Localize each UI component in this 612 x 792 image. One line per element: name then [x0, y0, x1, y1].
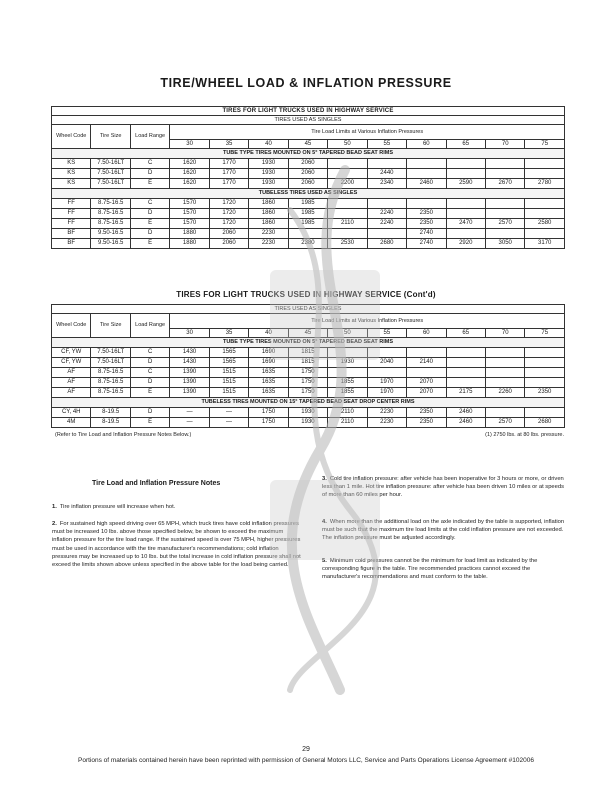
load-cell — [407, 159, 446, 169]
wheel-code-cell: FF — [52, 209, 91, 219]
load-cell: 1720 — [209, 219, 248, 229]
load-cell — [446, 358, 485, 368]
load-range-cell: E — [130, 219, 169, 229]
load-cell — [328, 209, 367, 219]
col-tire-size: Tire Size — [91, 314, 130, 338]
load-cell: 1620 — [170, 169, 209, 179]
load-cell — [407, 169, 446, 179]
load-range-cell: C — [130, 368, 169, 378]
load-cell — [485, 209, 524, 219]
load-cell — [485, 408, 524, 418]
load-cell — [367, 199, 406, 209]
load-cell: 1985 — [288, 199, 327, 209]
load-cell: 1570 — [170, 199, 209, 209]
tire-size-cell: 7.50-16LT — [91, 179, 130, 189]
psi-header: 60 — [407, 329, 446, 338]
table-row — [52, 179, 565, 189]
load-cell: 1750 — [288, 368, 327, 378]
load-cell: 2260 — [485, 388, 524, 398]
group-label: TUBELESS TIRES USED AS SINGLES — [52, 189, 565, 199]
load-cell: — — [170, 408, 209, 418]
col-tire-size: Tire Size — [91, 125, 130, 149]
table-row — [52, 378, 565, 388]
psi-header: 50 — [328, 329, 367, 338]
load-cell — [525, 348, 565, 358]
group-label: TUBE TYPE TIRES MOUNTED ON 5° TAPERED BEAD SEAT RIMS — [52, 338, 565, 348]
load-cell: 1970 — [367, 378, 406, 388]
psi-header: 30 — [170, 140, 209, 149]
load-cell: 2350 — [407, 219, 446, 229]
load-cell — [328, 368, 367, 378]
load-cell — [525, 358, 565, 368]
wheel-code-cell: BF — [52, 239, 91, 249]
load-cell: 1770 — [209, 159, 248, 169]
load-cell: 1860 — [249, 209, 288, 219]
load-cell: 1855 — [328, 378, 367, 388]
load-cell: 1515 — [209, 378, 248, 388]
load-cell: 1635 — [249, 368, 288, 378]
load-cell: 2060 — [288, 159, 327, 169]
load-cell: — — [170, 418, 209, 428]
table-row — [52, 199, 565, 209]
col-load-range: Load Range — [130, 314, 169, 338]
table-1-title: TIRES FOR LIGHT TRUCKS USED IN HIGHWAY SERVICE — [52, 107, 565, 116]
footnote-pressure: (1) 2750 lbs. at 80 lbs. pressure. — [485, 432, 564, 438]
load-cell: 2460 — [407, 179, 446, 189]
tire-size-cell: 8.75-16.5 — [91, 388, 130, 398]
load-cell — [485, 169, 524, 179]
load-cell: 2590 — [446, 179, 485, 189]
load-cell: 1570 — [170, 209, 209, 219]
load-cell: 2350 — [407, 209, 446, 219]
psi-header: 60 — [407, 140, 446, 149]
load-cell: 2200 — [328, 179, 367, 189]
load-cell: 1620 — [170, 179, 209, 189]
load-cell: 2230 — [367, 408, 406, 418]
group-label: TUBELESS TIRES MOUNTED ON 15° TAPERED BEAD SEAT DROP CENTER RIMS — [52, 398, 565, 408]
load-cell: 1770 — [209, 179, 248, 189]
load-cell: 1620 — [170, 159, 209, 169]
load-cell — [328, 199, 367, 209]
load-cell: 2580 — [525, 219, 565, 229]
table-row — [52, 388, 565, 398]
load-cell — [525, 159, 565, 169]
load-cell: 2060 — [288, 169, 327, 179]
psi-header: 75 — [525, 329, 565, 338]
load-cell: 1930 — [249, 159, 288, 169]
load-cell: 1815 — [288, 358, 327, 368]
load-range-cell: D — [130, 169, 169, 179]
notes-title: Tire Load and Inflation Pressure Notes — [92, 480, 221, 487]
psi-header: 40 — [249, 329, 288, 338]
wheel-code-cell: AF — [52, 368, 91, 378]
load-cell: 2680 — [525, 418, 565, 428]
load-range-cell: D — [130, 229, 169, 239]
load-cell: 2440 — [367, 169, 406, 179]
load-cell: 1570 — [170, 219, 209, 229]
load-range-cell: D — [130, 408, 169, 418]
table-row — [52, 368, 565, 378]
note-item: 2. For sustained high speed driving over 65 MPH, which truck tires have cold inflation pressures must be increased 10 lbs. above those specified below, be shown to exceed the maximum inflation pressure for the tire load range. If the sustained speed is over 75 MPH, higher pressures must be used in accordance with the tire manufacturer's recommendations; cold inflation pressures may be increased up to 10 lbs. but the total increase in cold inflation pressure shall not exceed the limits shown above unless specified in the above table for the load being carried. — [52, 521, 301, 569]
load-cell — [446, 378, 485, 388]
load-cell: 2110 — [328, 408, 367, 418]
psi-header: 45 — [288, 329, 327, 338]
load-cell: 2670 — [485, 179, 524, 189]
load-cell: 1930 — [249, 179, 288, 189]
load-range-cell: D — [130, 209, 169, 219]
load-cell: 1720 — [209, 199, 248, 209]
load-cell — [446, 348, 485, 358]
load-range-cell: E — [130, 418, 169, 428]
note-item: 4. When more than the additional load on the axle indicated by the table is supported, inflation must be such that the maximum tire load limits at the cold inflation pressure are not exceeded. The inflation pressure must be adjusted accordingly. — [322, 519, 565, 542]
col-pressure-header: Tire Load Limits at Various Inflation Pressures — [170, 314, 565, 329]
load-cell: 2680 — [367, 239, 406, 249]
load-cell: 2470 — [446, 219, 485, 229]
load-cell — [485, 378, 524, 388]
load-cell: 1855 — [328, 388, 367, 398]
tire-size-cell: 9.50-16.5 — [91, 229, 130, 239]
table-2-subtitle: TIRES USED AS SINGLES — [52, 305, 565, 314]
tire-size-cell: 8.75-16.5 — [91, 219, 130, 229]
note-item: 1. Tire inflation pressure will increase when hot. — [52, 504, 176, 510]
load-cell: 1635 — [249, 388, 288, 398]
load-cell — [328, 159, 367, 169]
load-cell — [446, 229, 485, 239]
load-cell: 2460 — [446, 418, 485, 428]
load-cell: 1930 — [249, 169, 288, 179]
load-cell: 1750 — [249, 418, 288, 428]
tire-group — [52, 189, 565, 249]
load-cell: 2740 — [407, 229, 446, 239]
load-cell: 1390 — [170, 388, 209, 398]
wheel-code-cell: FF — [52, 199, 91, 209]
tire-size-cell: 7.50-16LT — [91, 358, 130, 368]
load-cell: 1750 — [288, 388, 327, 398]
load-cell: 2340 — [367, 179, 406, 189]
table-row — [52, 358, 565, 368]
psi-header: 50 — [328, 140, 367, 149]
load-cell: 2070 — [407, 388, 446, 398]
wheel-code-cell: AF — [52, 388, 91, 398]
wheel-code-cell: CY, 4H — [52, 408, 91, 418]
psi-header: 55 — [367, 140, 406, 149]
table-row — [52, 209, 565, 219]
psi-header: 55 — [367, 329, 406, 338]
wheel-code-cell: KS — [52, 169, 91, 179]
load-cell — [525, 378, 565, 388]
load-cell — [446, 209, 485, 219]
load-cell — [446, 199, 485, 209]
load-cell: 1750 — [288, 378, 327, 388]
load-cell: 2530 — [328, 239, 367, 249]
tire-size-cell: 7.50-16LT — [91, 169, 130, 179]
load-range-cell: E — [130, 388, 169, 398]
load-cell: 2060 — [209, 239, 248, 249]
load-cell — [525, 229, 565, 239]
load-cell — [328, 169, 367, 179]
tire-size-cell: 8.75-16.5 — [91, 368, 130, 378]
load-cell — [525, 408, 565, 418]
page-title: TIRE/WHEEL LOAD & INFLATION PRESSURE — [160, 76, 452, 90]
load-cell: 2570 — [485, 418, 524, 428]
table-row — [52, 239, 565, 249]
tire-size-cell: 9.50-16.5 — [91, 239, 130, 249]
load-range-cell: C — [130, 348, 169, 358]
psi-header: 65 — [446, 140, 485, 149]
load-cell: 1430 — [170, 358, 209, 368]
load-cell: 2240 — [367, 219, 406, 229]
load-cell — [485, 348, 524, 358]
load-cell: — — [209, 418, 248, 428]
load-cell: 1770 — [209, 169, 248, 179]
tire-group — [52, 398, 565, 428]
load-cell — [407, 368, 446, 378]
load-cell: 1750 — [249, 408, 288, 418]
load-cell: — — [209, 408, 248, 418]
load-cell: 2920 — [446, 239, 485, 249]
load-range-cell: C — [130, 159, 169, 169]
load-cell: 2140 — [407, 358, 446, 368]
load-cell: 1390 — [170, 368, 209, 378]
load-cell: 1430 — [170, 348, 209, 358]
psi-header: 35 — [209, 140, 248, 149]
load-cell — [367, 368, 406, 378]
load-range-cell: E — [130, 179, 169, 189]
load-cell: 2110 — [328, 219, 367, 229]
load-cell — [485, 229, 524, 239]
load-cell — [328, 229, 367, 239]
load-cell — [485, 358, 524, 368]
load-cell — [525, 368, 565, 378]
load-cell: 2460 — [446, 408, 485, 418]
load-cell: 2230 — [367, 418, 406, 428]
load-cell — [367, 348, 406, 358]
load-cell — [446, 159, 485, 169]
psi-header: 75 — [525, 140, 565, 149]
load-cell: 2740 — [407, 239, 446, 249]
load-range-cell: E — [130, 239, 169, 249]
load-cell: 1930 — [288, 408, 327, 418]
load-cell: 1720 — [209, 209, 248, 219]
table-row — [52, 408, 565, 418]
note-item: 3. Cold tire inflation pressure: after vehicle has been inoperative for 3 hours or more, or driven less than 1 mile. Hot tire inflation pressure: after vehicle has been driven 10 miles or at speeds of more than 60 miles per hour. — [322, 476, 564, 499]
tire-size-cell: 8.75-16.5 — [91, 378, 130, 388]
load-cell: 1930 — [288, 418, 327, 428]
load-cell: 1565 — [209, 358, 248, 368]
load-cell: 1390 — [170, 378, 209, 388]
load-cell: 1515 — [209, 388, 248, 398]
load-cell: 1860 — [249, 199, 288, 209]
load-cell: 1815 — [288, 348, 327, 358]
load-cell — [525, 169, 565, 179]
load-cell: 2060 — [209, 229, 248, 239]
col-wheel-code: Wheel Code — [52, 125, 91, 149]
psi-header: 30 — [170, 329, 209, 338]
tire-size-cell: 7.50-16LT — [91, 159, 130, 169]
col-wheel-code: Wheel Code — [52, 314, 91, 338]
load-range-cell: C — [130, 199, 169, 209]
load-cell: 1930 — [328, 358, 367, 368]
load-cell: 2230 — [249, 239, 288, 249]
load-cell: 1515 — [209, 368, 248, 378]
load-cell: 2070 — [407, 378, 446, 388]
psi-header: 65 — [446, 329, 485, 338]
wheel-code-cell: FF — [52, 219, 91, 229]
load-cell — [367, 229, 406, 239]
load-cell: 1635 — [249, 378, 288, 388]
load-cell — [525, 199, 565, 209]
table-1-subtitle: TIRES USED AS SINGLES — [52, 116, 565, 125]
wheel-code-cell: KS — [52, 159, 91, 169]
footnote-refer-notes: (Refer to Tire Load and Inflation Pressure Notes Below.) — [55, 432, 192, 438]
load-cell — [407, 348, 446, 358]
load-cell: 2350 — [407, 408, 446, 418]
psi-header: 70 — [485, 140, 524, 149]
tire-size-cell: 8.75-16.5 — [91, 199, 130, 209]
wheel-code-cell: 4M — [52, 418, 91, 428]
wheel-code-cell: BF — [52, 229, 91, 239]
psi-header: 35 — [209, 329, 248, 338]
load-cell: 2780 — [525, 179, 565, 189]
load-inflation-table-2 — [51, 304, 565, 428]
tire-group — [52, 338, 565, 398]
load-cell: 3050 — [485, 239, 524, 249]
load-cell — [446, 368, 485, 378]
wheel-code-cell: CF, YW — [52, 358, 91, 368]
tire-group — [52, 149, 565, 189]
load-cell: 1565 — [209, 348, 248, 358]
wheel-code-cell: KS — [52, 179, 91, 189]
psi-header: 70 — [485, 329, 524, 338]
load-cell — [328, 348, 367, 358]
psi-header: 45 — [288, 140, 327, 149]
note-item: 5. Minimum cold pressures cannot be the minimum for load limit as indicated by the corresponding figure in the table. Tire recommended practices cannot exceed the manufacturer's recommendations and must conform to the table. — [322, 558, 538, 581]
load-cell: 2350 — [407, 418, 446, 428]
load-cell — [485, 199, 524, 209]
table-row — [52, 169, 565, 179]
tire-size-cell: 8.75-16.5 — [91, 209, 130, 219]
col-load-range: Load Range — [130, 125, 169, 149]
load-cell — [407, 199, 446, 209]
load-cell: 3170 — [525, 239, 565, 249]
load-cell: 1880 — [170, 229, 209, 239]
load-cell: 2240 — [367, 209, 406, 219]
load-cell: 1985 — [288, 209, 327, 219]
table-row — [52, 418, 565, 428]
load-cell: 2175 — [446, 388, 485, 398]
load-cell: 2110 — [328, 418, 367, 428]
load-cell: 1690 — [249, 358, 288, 368]
table-row — [52, 219, 565, 229]
tire-size-cell: 7.50-16LT — [91, 348, 130, 358]
page-number: 29 — [302, 746, 310, 753]
wheel-code-cell: AF — [52, 378, 91, 388]
tire-size-cell: 8-19.5 — [91, 418, 130, 428]
load-cell — [446, 169, 485, 179]
wheel-code-cell: CF, YW — [52, 348, 91, 358]
load-cell: 1880 — [170, 239, 209, 249]
load-cell: 2230 — [249, 229, 288, 239]
load-cell: 2350 — [525, 388, 565, 398]
psi-header: 40 — [249, 140, 288, 149]
tire-size-cell: 8-19.5 — [91, 408, 130, 418]
load-cell: 1970 — [367, 388, 406, 398]
load-cell: 2380 — [288, 239, 327, 249]
load-range-cell: D — [130, 378, 169, 388]
section-2-title: TIRES FOR LIGHT TRUCKS USED IN HIGHWAY SERVICE (Cont'd) — [176, 290, 436, 299]
footer-credit: Portions of materials contained herein have been reprinted with permission of General Motors LLC, Service and Parts Operations License Agreement #102006 — [78, 757, 534, 764]
table-row — [52, 229, 565, 239]
load-inflation-table-1 — [51, 106, 565, 249]
col-pressure-header: Tire Load Limits at Various Inflation Pressures — [170, 125, 565, 140]
group-label: TUBE TYPE TIRES MOUNTED ON 5° TAPERED BEAD SEAT RIMS — [52, 149, 565, 159]
load-range-cell: D — [130, 358, 169, 368]
load-cell: 1860 — [249, 219, 288, 229]
load-cell — [485, 159, 524, 169]
load-cell: 2060 — [288, 179, 327, 189]
load-cell — [485, 368, 524, 378]
load-cell: 2570 — [485, 219, 524, 229]
load-cell — [288, 229, 327, 239]
load-cell: 1690 — [249, 348, 288, 358]
load-cell: 2040 — [367, 358, 406, 368]
load-cell: 1985 — [288, 219, 327, 229]
table-row — [52, 348, 565, 358]
load-cell — [367, 159, 406, 169]
load-cell — [525, 209, 565, 219]
table-row — [52, 159, 565, 169]
